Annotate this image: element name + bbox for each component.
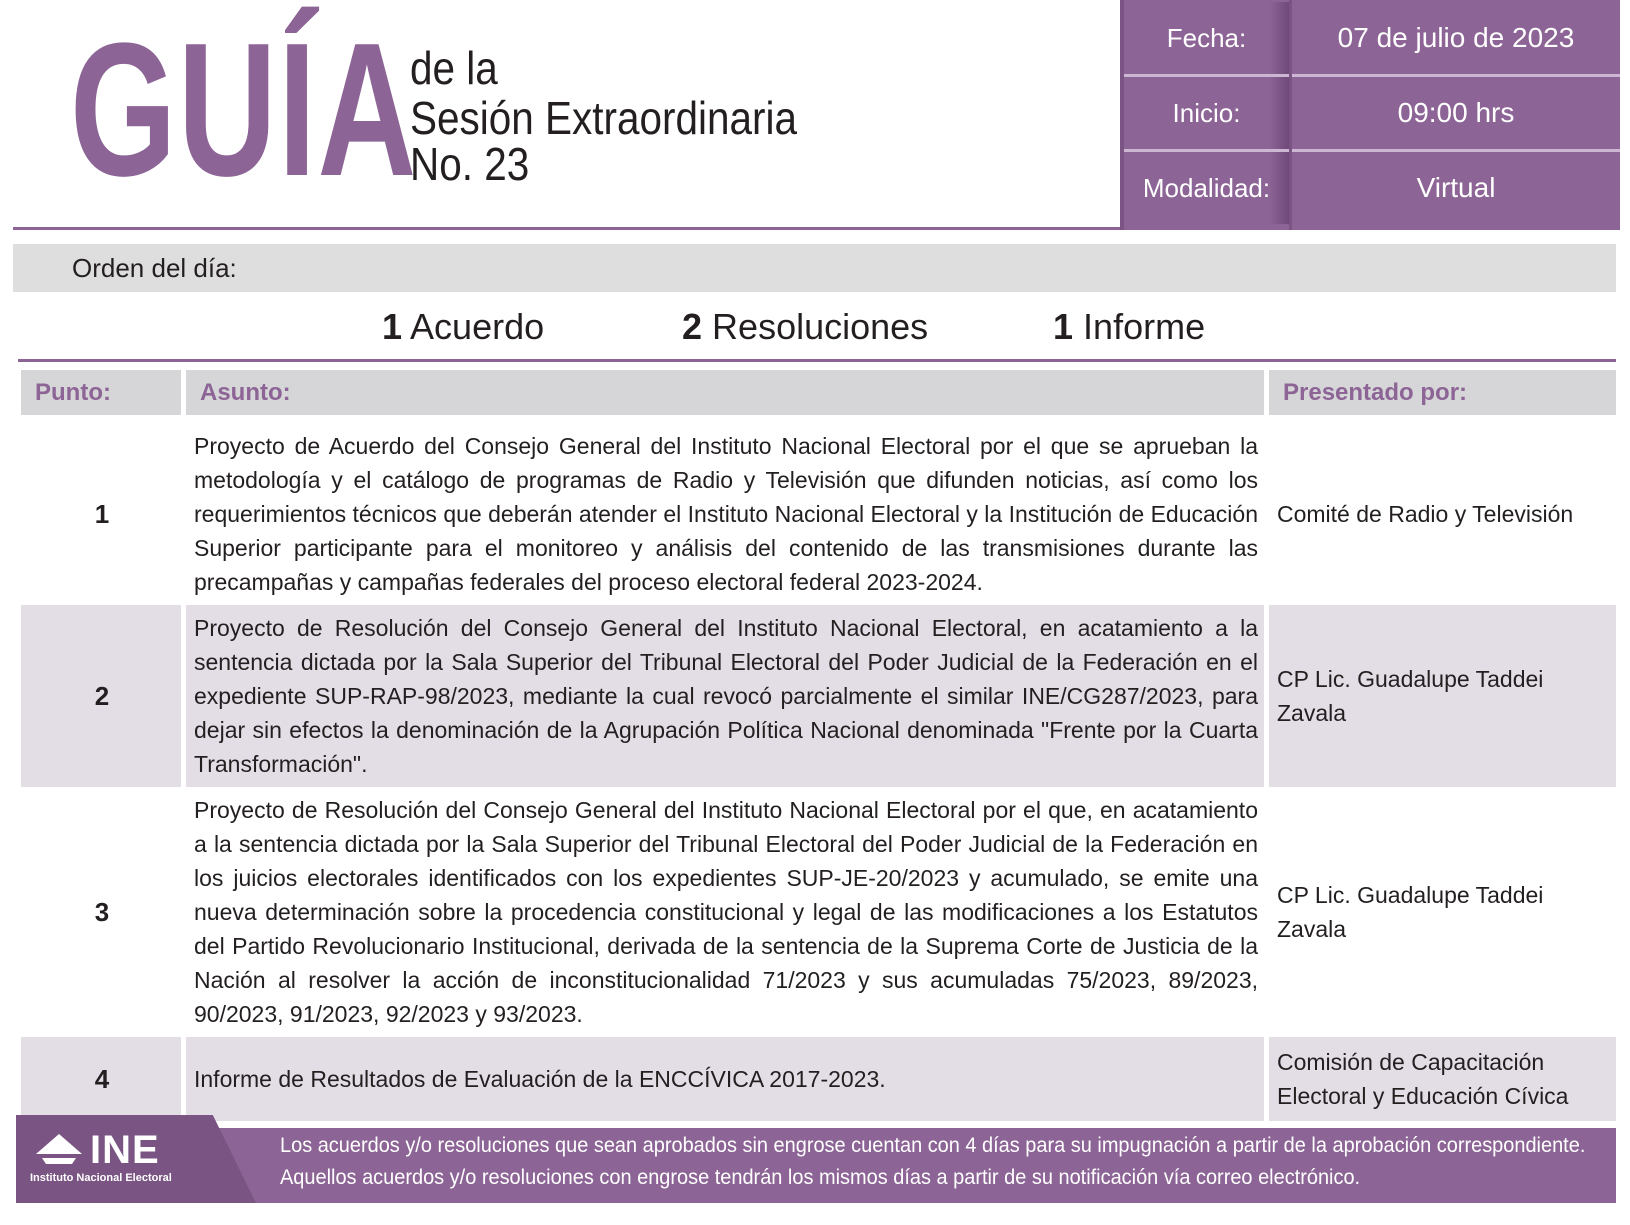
row-presentado: CP Lic. Guadalupe Taddei Zavala <box>1269 605 1616 787</box>
header-asunto: Asunto: <box>186 370 1264 423</box>
footer-note-line-2: Aquellos acuerdos y/o resoluciones con engrose tendrán los mismos días a partir de su notificación vía correo electrónico. <box>280 1166 1361 1189</box>
orden-del-dia-bar <box>13 244 1616 292</box>
count-number: 1 <box>1053 306 1074 347</box>
count-number: 1 <box>382 306 403 347</box>
agenda-table <box>16 370 1621 1121</box>
row-punto: 3 <box>94 897 110 927</box>
header-punto: Punto: <box>21 370 181 423</box>
modalidad-label: Modalidad: <box>1124 152 1289 224</box>
count-resoluciones <box>682 300 928 354</box>
guia-logo-title: GUÍA <box>70 4 418 216</box>
modalidad-value: Virtual <box>1416 172 1496 203</box>
ine-logo-text: INE <box>90 1128 160 1172</box>
row-punto: 2 <box>21 605 181 787</box>
subtitle-line-1: de la <box>410 42 498 94</box>
inicio-label: Inicio: <box>1124 77 1289 149</box>
info-column-divider <box>1289 0 1292 230</box>
fecha-label: Fecha: <box>1124 2 1289 74</box>
ine-logo-subtext: Instituto Nacional Electoral <box>30 1172 172 1184</box>
header-divider <box>13 227 1126 230</box>
counts-divider <box>18 359 1616 362</box>
fecha-value: 07 de julio de 2023 <box>1337 22 1575 53</box>
count-label: Informe <box>1083 306 1206 347</box>
count-number: 2 <box>682 306 703 347</box>
header-presentado: Presentado por: <box>1269 370 1616 423</box>
ine-logo-icon <box>32 1132 86 1168</box>
table-row <box>21 605 1616 787</box>
session-info-box <box>1120 0 1620 230</box>
row-asunto: Proyecto de Acuerdo del Consejo General del Instituto Nacional Electoral por el que se aprueban la metodología y el catálogo de programas de Radio y Televisión que difunden noticias, así como los requerimientos técnicos que deberán atender el Instituto Nacional Electoral y la Institución de Educación Superior participante para el monitoreo y análisis del contenido de las transmisiones durante las precampañas y campañas federales del proceso electoral federal 2023-2024. <box>194 433 1258 595</box>
row-punto: 4 <box>21 1037 181 1121</box>
count-acuerdo <box>382 300 544 354</box>
subtitle-line-3: No. 23 <box>410 138 530 190</box>
table-row <box>21 787 1616 1037</box>
table-row <box>21 423 1616 605</box>
footer-note-line-1: Los acuerdos y/o resoluciones que sean aprobados sin engrose cuentan con 4 días para su impugnación a partir de la aprobación correspondiente. <box>280 1134 1586 1157</box>
info-row-fecha <box>1124 2 1620 74</box>
row-presentado: Comité de Radio y Televisión <box>1277 501 1574 527</box>
row-asunto: Informe de Resultados de Evaluación de la ENCCÍVICA 2017-2023. <box>186 1037 1264 1121</box>
row-asunto: Proyecto de Resolución del Consejo General del Instituto Nacional Electoral por el que, en acatamiento a la sentencia dictada por la Sala Superior del Tribunal Electoral del Poder Judicial de la Federación en los juicios electorales identificados con los expedientes SUP-JE-20/2023 y acumulado, se emite una nueva determinación sobre la procedencia constitucional y legal de las modificaciones a los Estatutos del Partido Revolucionario Institucional, derivada de la sentencia de la Suprema Corte de Justicia de la Nación al resolver la acción de inconstitucionalidad 71/2023 y sus acumuladas 75/2023, 89/2023, 90/2023, 91/2023, 92/2023 y 93/2023. <box>194 797 1258 1027</box>
count-informe <box>1053 300 1205 354</box>
info-row-inicio <box>1124 77 1620 149</box>
info-row-modalidad <box>1124 152 1620 224</box>
count-label: Resoluciones <box>712 306 929 347</box>
orden-del-dia-label: Orden del día: <box>72 253 237 283</box>
row-punto: 1 <box>94 499 110 529</box>
table-row <box>21 1037 1616 1121</box>
row-presentado: CP Lic. Guadalupe Taddei Zavala <box>1277 882 1544 942</box>
row-asunto: Proyecto de Resolución del Consejo General del Instituto Nacional Electoral, en acatamiento a la sentencia dictada por la Sala Superior del Tribunal Electoral del Poder Judicial de la Federación en el expediente SUP-RAP-98/2023, mediante la cual revocó parcialmente el similar INE/CG287/2023, para dejar sin efectos la denominación de la Agrupación Política Nacional denominada "Frente por la Cuarta Transformación". <box>186 605 1264 787</box>
count-label: Acuerdo <box>410 306 545 347</box>
row-presentado: Comisión de Capacitación Electoral y Educación Cívica <box>1269 1037 1616 1121</box>
table-header-row <box>21 370 1616 423</box>
subtitle-line-2: Sesión Extraordinaria <box>410 92 798 144</box>
inicio-value: 09:00 hrs <box>1397 97 1515 128</box>
